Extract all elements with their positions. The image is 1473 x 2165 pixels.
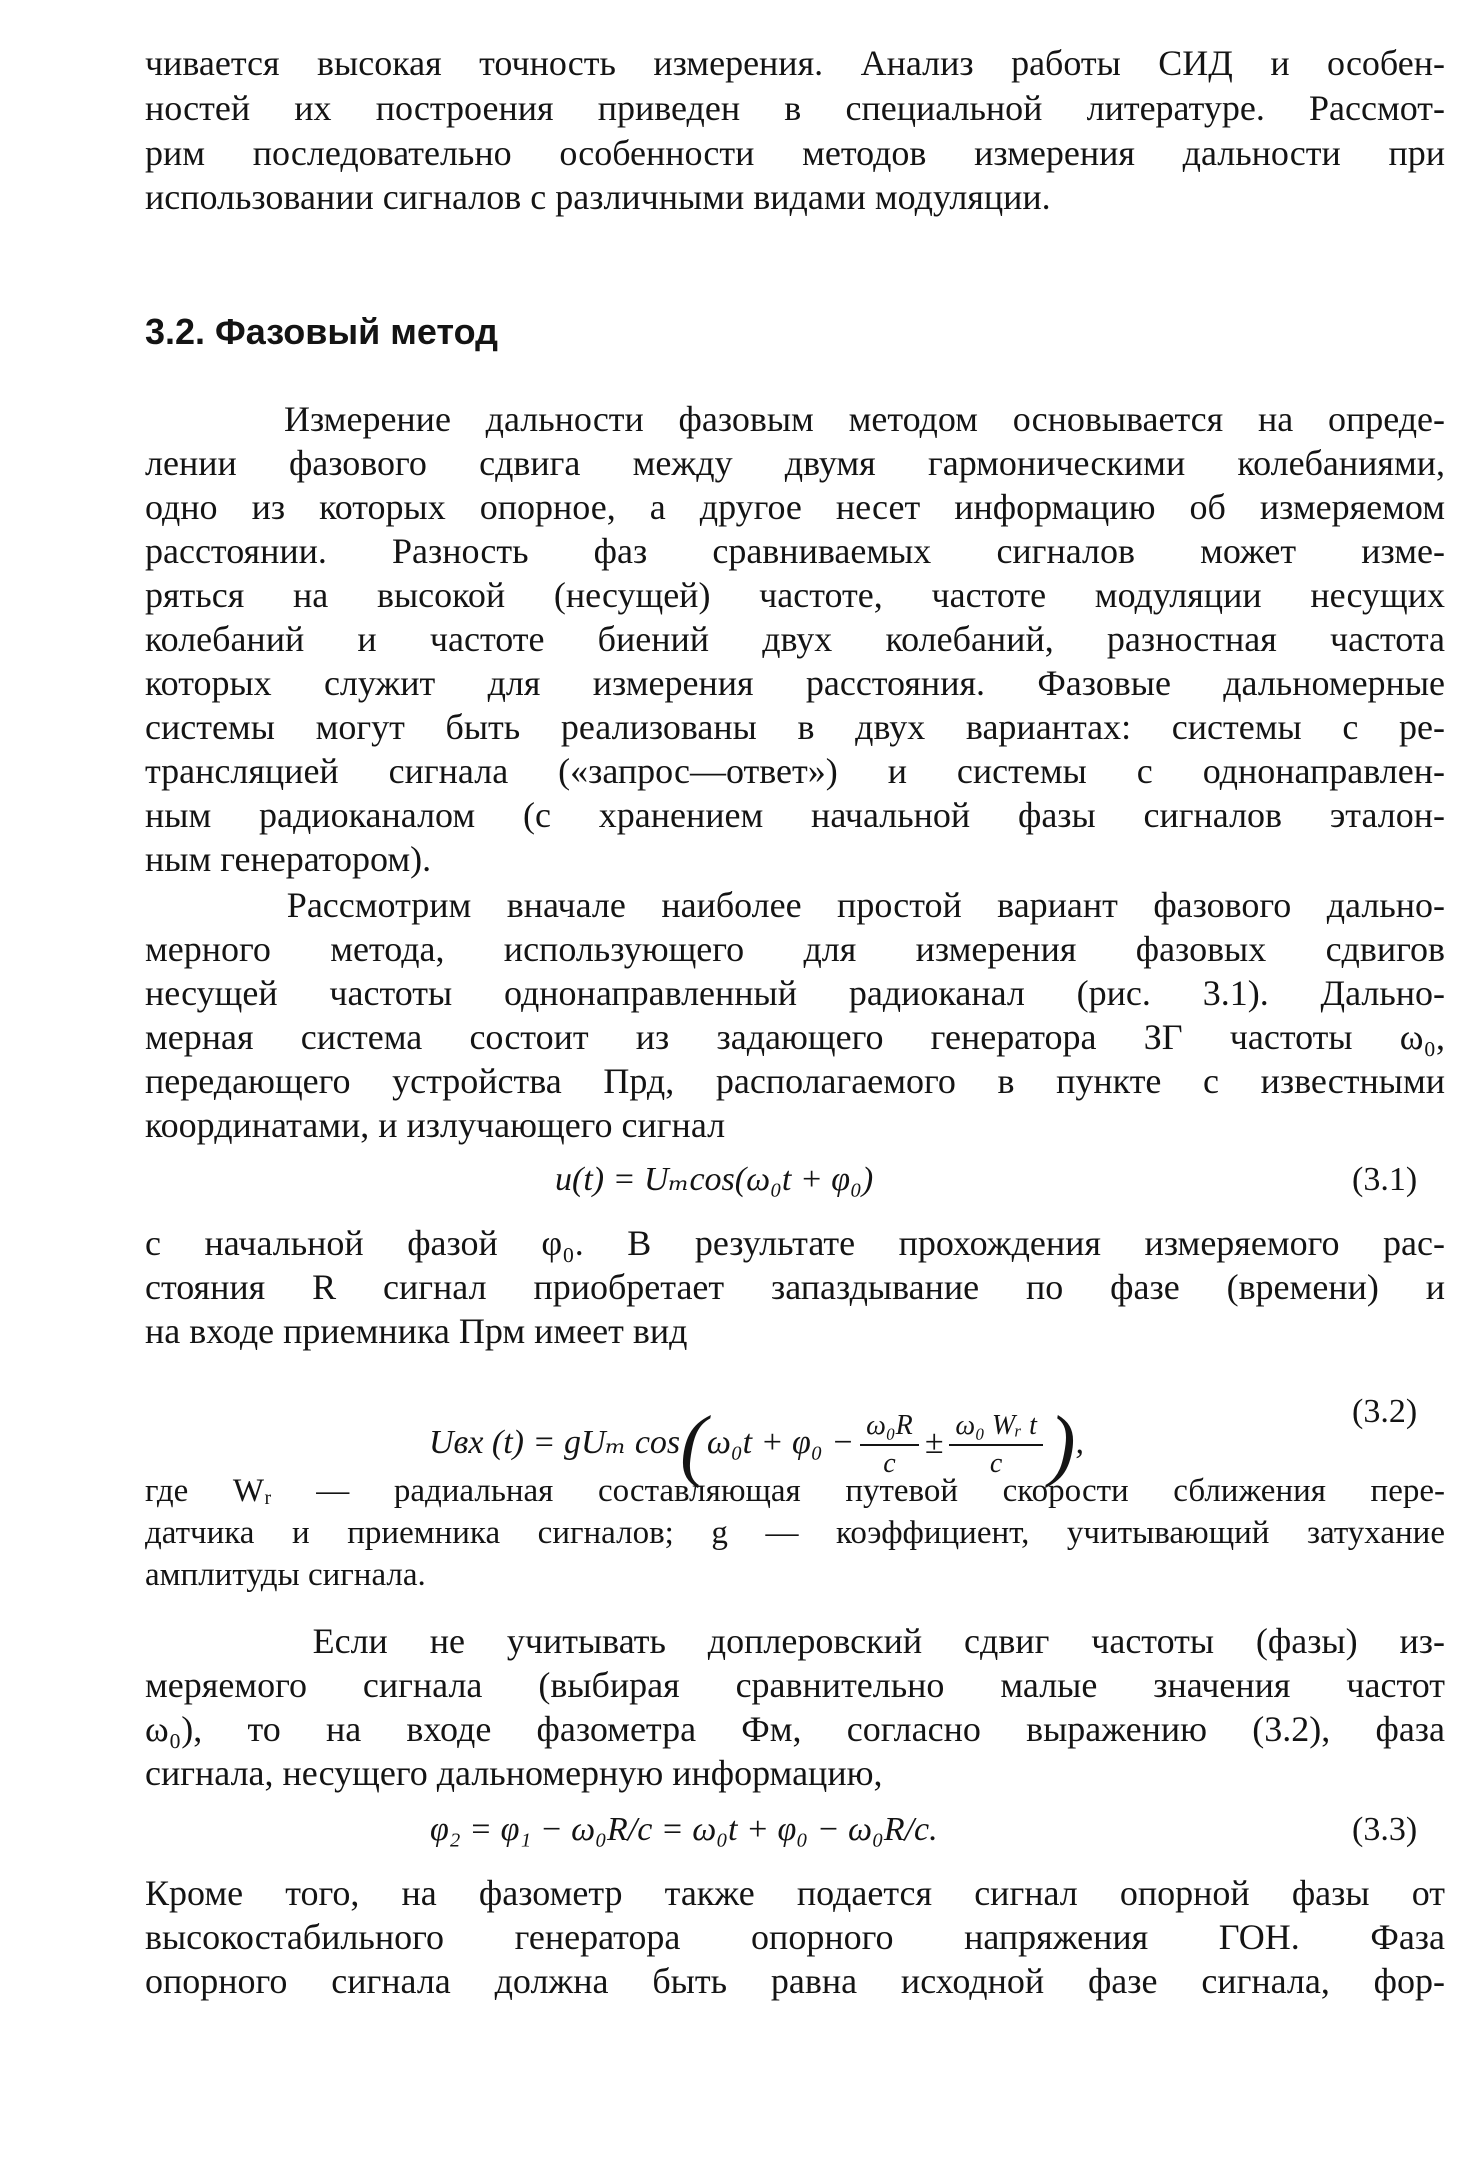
text-line: ряться на высокой (несущей) частоте, частоте модуляции несущих	[145, 575, 1445, 615]
text-line: несущей частоты однонаправленный радиоканал (рис. 3.1). Дально-	[145, 973, 1445, 1013]
text-line: меряемого сигнала (выбирая сравнительно малые значения частот	[145, 1665, 1445, 1705]
text-line: Если не учитывать доплеровский сдвиг частоты (фазы) из-	[145, 1621, 1445, 1661]
text-line: передающего устройства Прд, располагаемого в пункте с известными	[145, 1061, 1445, 1101]
fraction-numerator: ω₀ Wᵣ t	[949, 1408, 1043, 1446]
text-line: расстоянии. Разность фаз сравниваемых сигналов может изме-	[145, 531, 1445, 571]
text-line: высокостабильного генератора опорного напряжения ГОН. Фаза	[145, 1917, 1445, 1957]
text-line: ным генератором).	[145, 839, 432, 879]
equation-3-1: u(t) = Uₘcos(ω₀t + φ₀)	[555, 1161, 874, 1198]
text-line: координатами, и излучающего сигнал	[145, 1105, 726, 1145]
equation-number: (3.2)	[1352, 1393, 1418, 1430]
eq-tail: ,	[1075, 1423, 1085, 1461]
equation-3-3: φ₂ = φ₁ − ω₀R/c = ω₀t + φ₀ − ω₀R/c.	[430, 1811, 938, 1848]
text-line: с начальной фазой φ₀. В результате прохождения измеряемого рас-	[145, 1223, 1445, 1263]
fraction-denominator: c	[883, 1448, 896, 1479]
text-line: одно из которых опорное, а другое несет информацию об измеряемом	[145, 487, 1445, 527]
text-line: опорного сигнала должна быть равна исходной фазе сигнала, фор-	[145, 1961, 1445, 2001]
text-line: на входе приемника Прм имеет вид	[145, 1311, 688, 1351]
text-line: где Wᵣ — радиальная составляющая путевой скорости сближения пере-	[145, 1473, 1445, 1509]
text-line: Кроме того, на фазометр также подается сигнал опорной фазы от	[145, 1873, 1445, 1913]
equation-number: (3.1)	[1352, 1161, 1418, 1198]
section-heading: 3.2. Фазовый метод	[145, 311, 498, 352]
text-line: ω₀), то на входе фазометра Фм, согласно выражению (3.2), фаза	[145, 1709, 1445, 1749]
fraction-numerator: ω₀R	[860, 1408, 919, 1446]
plus-minus: ±	[924, 1423, 944, 1461]
text-line: ностей их построения приведен в специальной литературе. Рассмот-	[145, 88, 1445, 128]
text-line: системы могут быть реализованы в двух вариантах: системы с ре-	[145, 707, 1445, 747]
equation-number: (3.3)	[1352, 1811, 1418, 1848]
text-line: колебаний и частоте биений двух колебаний, разностная частота	[145, 619, 1445, 659]
text-line: которых служит для измерения расстояния. Фазовые дальномерные	[145, 663, 1445, 703]
fraction-denominator: c	[989, 1448, 1003, 1479]
eq-lhs: Uвх (t) = gUₘ cos	[429, 1423, 681, 1461]
paren-left: (	[680, 1401, 707, 1489]
text-line: использовании сигналов с различными видами модуляции.	[145, 177, 1051, 217]
text-line: сигнала, несущего дальномерную информацию,	[145, 1753, 883, 1793]
text-line: рим последовательно особенности методов измерения дальности при	[145, 133, 1445, 173]
text-line: Измерение дальности фазовым методом основывается на опреде-	[145, 399, 1445, 439]
text-line: мерная система состоит из задающего генератора ЗГ частоты ω₀,	[145, 1017, 1445, 1057]
text-line: лении фазового сдвига между двумя гармоническими колебаниями,	[145, 443, 1445, 483]
text-line: ным радиоканалом (с хранением начальной фазы сигналов эталон-	[145, 795, 1445, 835]
text-line: амплитуды сигнала.	[145, 1557, 426, 1593]
text-line: мерного метода, использующего для измерения фазовых сдвигов	[145, 929, 1445, 969]
text-line: Рассмотрим вначале наиболее простой вариант фазового дально-	[145, 885, 1445, 925]
text-line: датчика и приемника сигналов; g — коэффициент, учитывающий затухание	[145, 1515, 1445, 1551]
text-line: трансляцией сигнала («запрос—ответ») и системы с однонаправлен-	[145, 751, 1445, 791]
text-line: стояния R сигнал приобретает запаздывание по фазе (времени) и	[145, 1267, 1445, 1307]
paren-right: )	[1048, 1401, 1076, 1489]
text-line: чивается высокая точность измерения. Анализ работы СИД и особен-	[145, 43, 1445, 83]
eq-inner: ω₀t + φ₀ −	[706, 1423, 855, 1461]
